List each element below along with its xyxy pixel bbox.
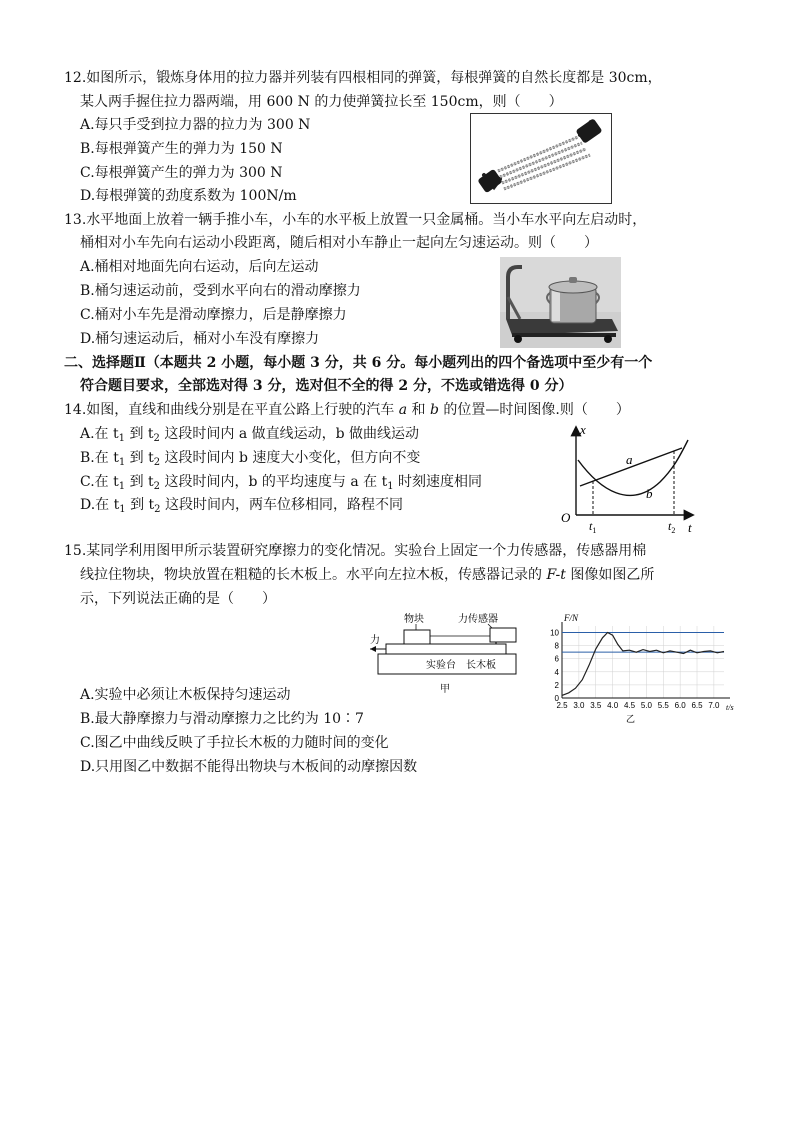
cart-bucket-photo	[500, 257, 621, 348]
chart-x-tick-label: 2.5	[556, 701, 568, 710]
chart-x-tick-label: 4.0	[607, 701, 619, 710]
q15-stem-line3: 示，下列说法正确的是（ ）	[80, 591, 276, 607]
diagram-board	[386, 644, 506, 654]
q12-stem-line2: 某人两手握住拉力器两端，用 600 N 的力使弹簧拉长至 150cm，则（ ）	[80, 94, 563, 110]
q12-option-d: D.每根弹簧的劲度系数为 100N/m	[80, 188, 297, 204]
q13-option-a: A.桶相对地面先向右运动，后向左运动	[80, 259, 319, 275]
q14-curve-b	[578, 440, 688, 495]
chart-x-tick-label: 7.0	[708, 701, 720, 710]
q14-option-a: A.在 $t_1$ 到 $t_2$ 这段时间内 a 做直线运动，b 做曲线运动	[80, 426, 420, 444]
diagram-label-block: 物块	[404, 614, 424, 625]
chart-x-tick-label: 3.5	[590, 701, 602, 710]
chest-expander-photo	[470, 113, 612, 204]
diagram-label-force: 力	[370, 635, 380, 646]
diagram-label-board: 长木板	[466, 660, 496, 671]
chart-x-tick-label: 5.0	[640, 701, 652, 710]
diagram-label-table: 实验台	[426, 660, 456, 671]
chart-y-tick-label: 2	[554, 680, 559, 690]
diagram-caption: 甲	[440, 684, 450, 695]
q14-stem-part: 和	[407, 402, 430, 418]
q14-stem-part: 的位置—时间图像.则（ ）	[438, 402, 630, 418]
chart-y-tick-label: 10	[550, 628, 559, 638]
q14-option-d: D.在 $t_1$ 到 $t_2$ 这段时间内，两车位移相同，路程不同	[80, 497, 403, 515]
chart-x-tick-label: 4.5	[623, 701, 636, 710]
q15-option-d: D.只用图乙中数据不能得出物块与木板间的动摩擦因数	[80, 759, 418, 775]
section2-heading-line1: 二、选择题Ⅱ（本题共 2 小题，每小题 3 分，共 6 分。每小题列出的四个备选项中至少有一个	[64, 355, 653, 371]
chart-y-tick-label: 0	[554, 694, 559, 703]
chart-y-tick-label: 4	[554, 667, 559, 677]
q15-option-b: B.最大静摩擦力与滑动摩擦力之比约为 10∶7	[80, 711, 364, 727]
q12-option-c: C.每根弹簧产生的弹力为 300 N	[80, 165, 283, 181]
q14-stem	[64, 399, 630, 421]
q14-option-c: C.在 $t_1$ 到 $t_2$ 这段时间内，b 的平均速度与 a 在 $t_1$ 时刻速度相同	[80, 474, 483, 492]
q14-axis-t-label: t	[688, 520, 692, 535]
q15-force-time-chart	[546, 612, 746, 724]
q15-apparatus-diagram	[368, 610, 524, 696]
q14-position-time-graph	[560, 420, 700, 535]
chart-x-tick-label: 3.0	[573, 701, 585, 710]
q14-axis-x-label: x	[580, 422, 586, 437]
q12-option-b: B.每根弹簧产生的弹力为 150 N	[80, 141, 283, 157]
diagram-label-sensor: 力传感器	[458, 614, 498, 625]
q14-stem-part: 14.如图，直线和曲线分别是在平直公路上行驶的汽车	[64, 402, 399, 418]
q13-option-d: D.桶匀速运动后，桶对小车没有摩擦力	[80, 331, 320, 347]
q14-option-b: B.在 $t_1$ 到 $t_2$ 这段时间内 b 速度大小变化，但方向不变	[80, 450, 421, 468]
chart-caption: 乙	[626, 715, 636, 724]
q14-label-b: b	[646, 486, 653, 501]
q13-option-c: C.桶对小车先是滑动摩擦力，后是静摩擦力	[80, 307, 347, 323]
q14-var-b: b	[429, 402, 439, 418]
chart-y-tick-label: 8	[554, 641, 559, 651]
q13-stem-line2: 桶相对小车先向右运动小段距离，随后相对小车静止一起向左匀速运动。则（ ）	[80, 235, 598, 251]
chart-series-line	[562, 633, 724, 696]
q13-option-b: B.桶匀速运动前，受到水平向右的滑动摩擦力	[80, 283, 361, 299]
diagram-sensor	[490, 628, 516, 642]
q14-origin-label: O	[561, 510, 571, 525]
q12-stem-line1: 12.如图所示，锻炼身体用的拉力器并列装有四根相同的弹簧，每根弹簧的自然长度都是 30cm，	[64, 70, 662, 86]
q14-label-a: a	[626, 452, 633, 467]
chart-y-tick-label: 6	[554, 654, 559, 664]
q15-option-a: A.实验中必须让木板保持匀速运动	[80, 687, 291, 703]
chart-x-tick-label: 6.5	[691, 701, 703, 710]
q14-tick-t1: $t_1$	[589, 519, 597, 535]
section2-heading-line2: 符合题目要求，全部选对得 3 分，选对但不全的得 2 分，不选或错选得 0 分）	[80, 378, 573, 394]
q14-tick-t2: $t_2$	[668, 519, 676, 535]
diagram-block	[404, 630, 430, 644]
chart-y-label: F/N	[564, 613, 579, 623]
q12-option-a: A.每只手受到拉力器的拉力为 300 N	[80, 117, 311, 133]
chart-x-label: t/s	[726, 703, 734, 712]
q14-var-a: a	[398, 402, 408, 418]
q13-stem-line1: 13.水平地面上放着一辆手推小车，小车的水平板上放置一只金属桶。当小车水平向左启动时，	[64, 212, 647, 228]
q15-stem-line1: 15.某同学利用图甲所示装置研究摩擦力的变化情况。实验台上固定一个力传感器，传感器用棉	[64, 543, 647, 559]
q15-option-c: C.图乙中曲线反映了手拉长木板的力随时间的变化	[80, 735, 389, 751]
chart-x-tick-label: 5.5	[657, 701, 669, 710]
chart-x-tick-label: 6.0	[674, 701, 686, 710]
q15-stem-line2: 线拉住物块，物块放置在粗糙的长木板上。水平向左拉木板，传感器记录的 F-t 图像如图乙所	[80, 567, 655, 583]
